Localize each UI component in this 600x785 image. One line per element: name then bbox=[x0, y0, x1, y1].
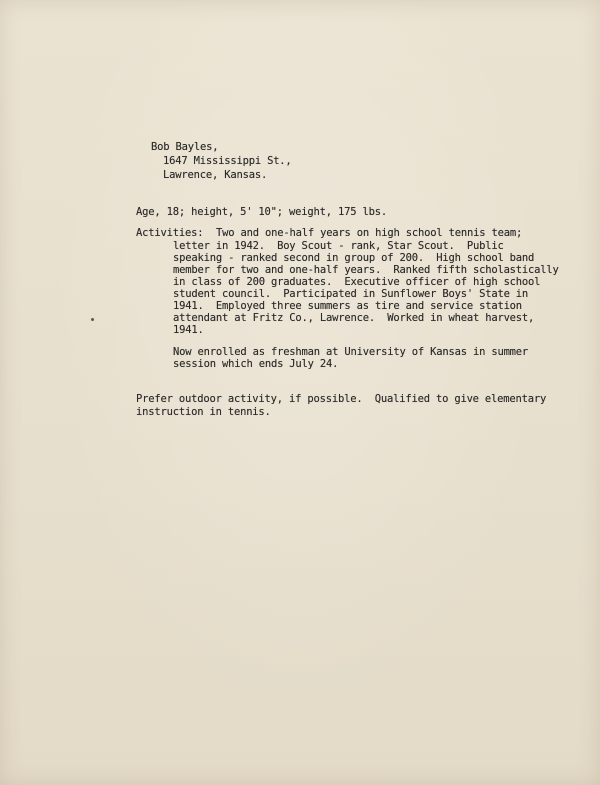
activities-line: 1941. bbox=[173, 324, 204, 336]
preference-line: Prefer outdoor activity, if possible. Qualified to give elementary bbox=[136, 393, 547, 405]
enrollment-line: Now enrolled as freshman at University of Kansas in summer bbox=[173, 346, 529, 358]
activities-line: 1941. Employed three summers as tire and service station bbox=[173, 300, 522, 312]
address-city: Lawrence, Kansas. bbox=[163, 169, 268, 181]
vitals-line: Age, 18; height, 5' 10"; weight, 175 lbs. bbox=[136, 206, 387, 218]
activities-line: student council. Participated in Sunflower Boys' State in bbox=[173, 288, 529, 300]
activities-line: speaking - ranked second in group of 200. High school band bbox=[173, 252, 535, 264]
activities-line: in class of 200 graduates. Executive officer of high school bbox=[173, 276, 541, 288]
preference-line: instruction in tennis. bbox=[136, 406, 271, 418]
address-name: Bob Bayles, bbox=[151, 141, 219, 153]
activities-label: Activities: bbox=[136, 227, 204, 239]
address-street: 1647 Mississippi St., bbox=[163, 155, 292, 167]
activities-line: letter in 1942. Boy Scout - rank, Star Scout. Public bbox=[173, 240, 504, 252]
activities-first-line: Two and one-half years on high school tennis team; bbox=[216, 227, 523, 239]
ink-speck bbox=[91, 318, 94, 321]
activities-line: attendant at Fritz Co., Lawrence. Worked in wheat harvest, bbox=[173, 312, 535, 324]
enrollment-line: session which ends July 24. bbox=[173, 358, 339, 370]
activities-line: member for two and one-half years. Ranked fifth scholastically bbox=[173, 264, 559, 276]
